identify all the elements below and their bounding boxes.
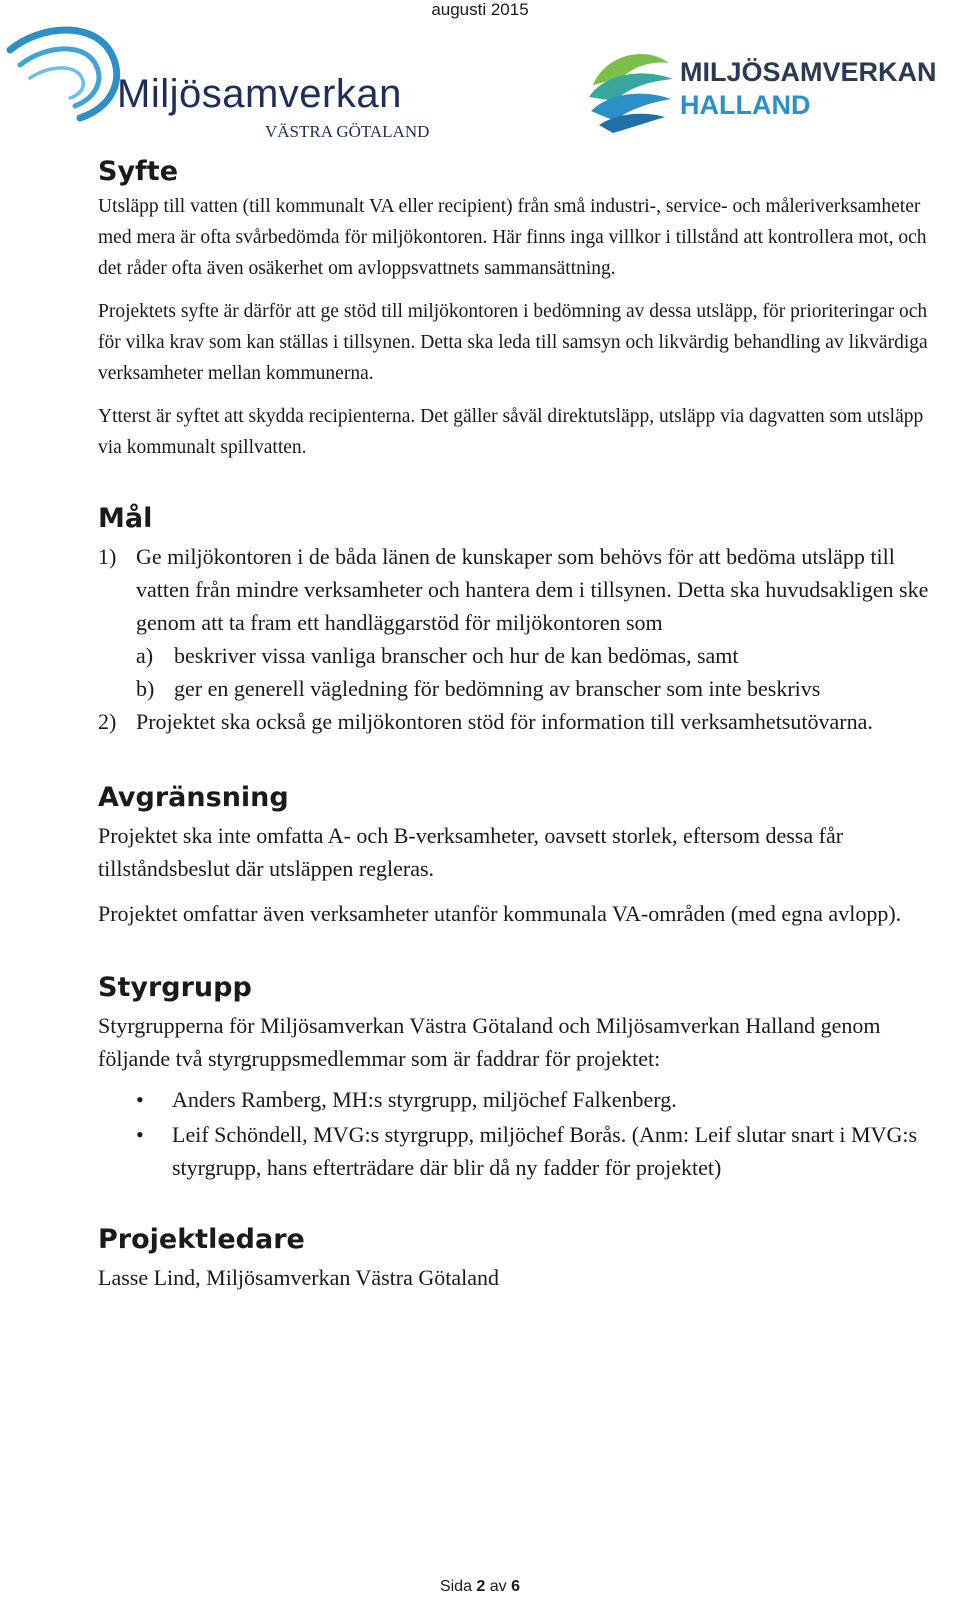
list-item-text: Anders Ramberg, MH:s styrgrupp, miljöchef Falkenberg. bbox=[172, 1087, 677, 1112]
footer-sida-label: Sida bbox=[439, 1578, 472, 1595]
bullet-icon: • bbox=[136, 1087, 144, 1112]
list-item-text: Projektet ska också ge miljökontoren stöd för information till verksamhetsutövarna. bbox=[136, 709, 873, 734]
list-item bbox=[98, 540, 938, 705]
list-item bbox=[136, 639, 938, 672]
halland-logo-line2: HALLAND bbox=[680, 90, 811, 120]
mal-list bbox=[98, 540, 938, 738]
syfte-paragraph-3: Ytterst är syftet att skydda recipienterna. Det gäller såväl direktutsläpp, utsläpp via dagvatten som utsläpp via kommunalt spillvatten. bbox=[98, 406, 924, 458]
list-item-text: ger en generell vägledning för bedömning av branscher som inte beskrivs bbox=[174, 676, 821, 701]
projektledare-paragraph: Lasse Lind, Miljösamverkan Västra Götaland bbox=[98, 1265, 499, 1290]
list-item-text: Leif Schöndell, MVG:s styrgrupp, miljöchef Borås. (Anm: Leif slutar snart i MVG:s styrgrupp, hans efterträdare där blir då ny fadder för projektet) bbox=[172, 1122, 918, 1180]
miljosamverkan-halland-logo bbox=[585, 45, 955, 135]
bullet-icon: • bbox=[136, 1122, 144, 1147]
section-avgransning bbox=[98, 782, 938, 930]
list-item bbox=[98, 705, 938, 738]
avgransning-paragraph-2: Projektet omfattar även verksamheter utanför kommunala VA-områden (med egna avlopp). bbox=[98, 901, 902, 926]
page-footer bbox=[0, 1578, 960, 1596]
section-styrgrupp bbox=[98, 972, 938, 1184]
logo-region-text: VÄSTRA GÖTALAND bbox=[265, 122, 430, 141]
heading-mal: Mål bbox=[98, 503, 153, 534]
section-syfte bbox=[98, 156, 938, 463]
footer-av-label: av bbox=[489, 1578, 507, 1595]
heading-avgransning: Avgränsning bbox=[98, 782, 289, 813]
halland-wave-icon bbox=[585, 45, 677, 133]
syfte-paragraph-1: Utsläpp till vatten (till kommunalt VA eller recipient) från små industri-, service- och måleriverksamheter med mera är ofta svårbedömda för miljökontoren. Här finns inga villkor i tillstånd att kontrollera mot, och det råder ofta även osäkerhet om avloppsvattnets sammansättning. bbox=[98, 196, 927, 279]
list-item-number: a) bbox=[136, 643, 154, 668]
list-item-text: beskriver vissa vanliga branscher och hur de kan bedömas, samt bbox=[174, 643, 739, 668]
list-item bbox=[98, 1118, 938, 1184]
section-mal bbox=[98, 503, 938, 738]
swirl-logo-icon bbox=[0, 20, 130, 130]
miljosamverkan-vastra-gotaland-logo bbox=[0, 20, 450, 150]
list-item bbox=[98, 1083, 938, 1116]
mal-sublist bbox=[136, 639, 938, 705]
footer-total-pages: 6 bbox=[511, 1578, 521, 1595]
list-item-number: b) bbox=[136, 676, 155, 701]
avgransning-paragraph-1: Projektet ska inte omfatta A- och B-verksamheter, oavsett storlek, eftersom dessa får tillståndsbeslut där utsläppen regleras. bbox=[98, 823, 844, 881]
syfte-paragraph-2: Projektets syfte är därför att ge stöd till miljökontoren i bedömning av dessa utsläpp, för prioriteringar och för vilka krav som kan ställas i tillsynen. Detta ska leda till samsyn och likvärdig behandling av likvärdiga verksamheter mellan kommunerna. bbox=[98, 301, 928, 384]
list-item-text: Ge miljökontoren i de båda länen de kunskaper som behövs för att bedöma utsläpp till vatten från mindre verksamheter och hantera dem i tillsynen. Detta ska huvudsakligen ske genom att ta fram ett handläggarstöd för miljökontoren som bbox=[136, 544, 929, 635]
styrgrupp-paragraph: Styrgrupperna för Miljösamverkan Västra Götaland och Miljösamverkan Halland genom följande två styrgruppsmedlemmar som är faddrar för projektet: bbox=[98, 1013, 881, 1071]
logo-brand-text: Miljösamverkan bbox=[117, 72, 402, 116]
list-item bbox=[136, 672, 938, 705]
footer-current-page: 2 bbox=[476, 1578, 486, 1595]
heading-syfte: Syfte bbox=[98, 156, 179, 187]
header-date: augusti 2015 bbox=[431, 0, 529, 19]
heading-styrgrupp: Styrgrupp bbox=[98, 972, 252, 1003]
styrgrupp-bullet-list bbox=[98, 1083, 938, 1184]
list-item-number: 1) bbox=[98, 544, 117, 569]
section-projektledare bbox=[98, 1224, 938, 1294]
halland-logo-line1: MILJÖSAMVERKAN bbox=[680, 57, 937, 87]
list-item-number: 2) bbox=[98, 709, 117, 734]
heading-projektledare: Projektledare bbox=[98, 1224, 305, 1255]
document-body bbox=[98, 150, 938, 1294]
